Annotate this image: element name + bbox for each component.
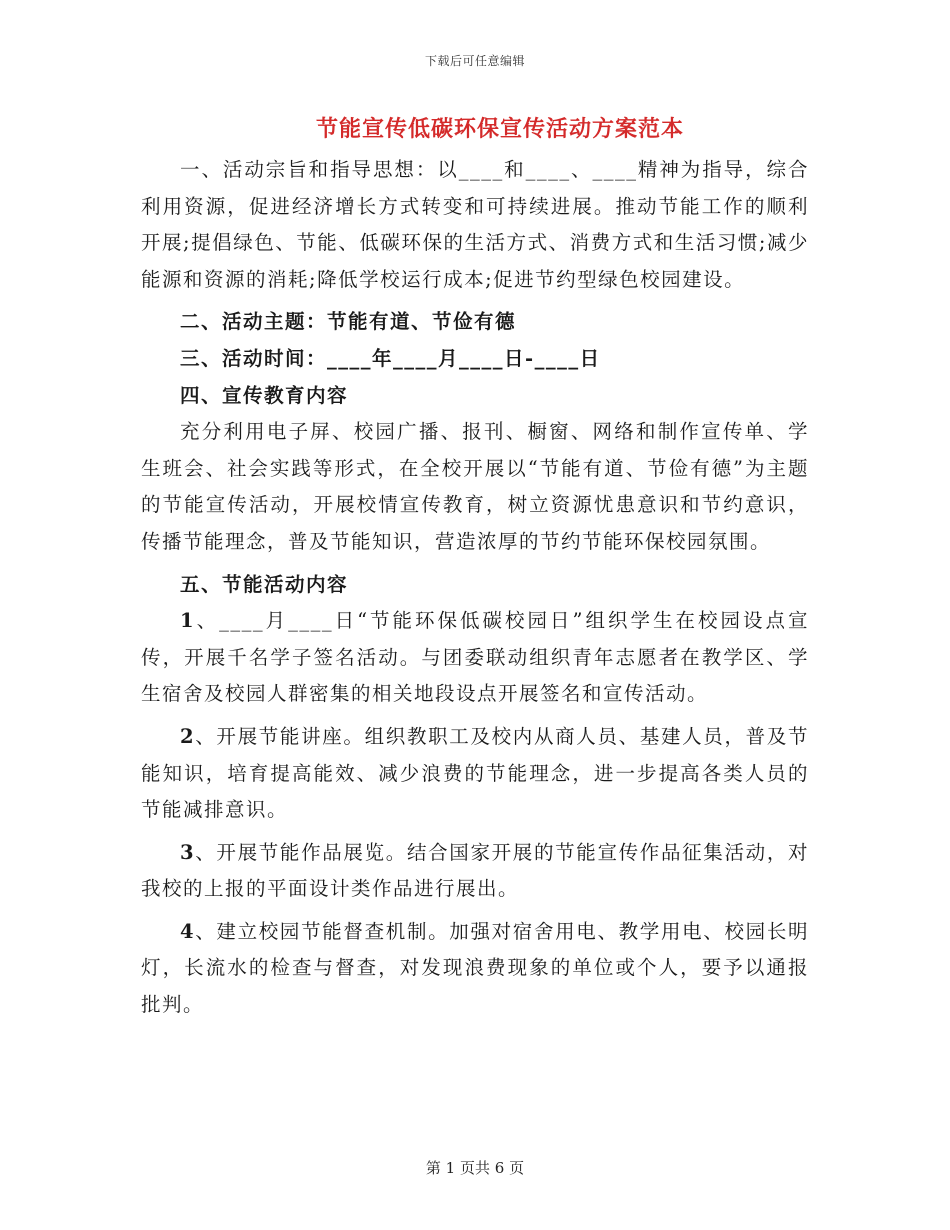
activity-item-3 <box>141 835 809 908</box>
activity-item-4 <box>141 914 809 1024</box>
activity-item-1 <box>141 603 809 713</box>
section-3-time: 三、活动时间：____年____月____日-____日 <box>180 346 601 370</box>
item-number: 4 <box>180 919 196 943</box>
item-text: 、开展节能讲座。组织教职工及校内从商人员、基建人员，普及节能知识，培育提高能效、减少浪费的节能理念，进一步提高各类人员的节能减排意识。 <box>141 724 809 822</box>
item-text: 、开展节能作品展览。结合国家开展的节能宣传作品征集活动，对我校的上报的平面设计类作品进行展出。 <box>141 840 809 901</box>
page-number: 第 1 页共 6 页 <box>425 1159 525 1177</box>
item-number: 3 <box>180 840 196 864</box>
page-header-note: 下载后可任意编辑 <box>424 54 525 68</box>
document-title: 节能宣传低碳环保宣传活动方案范本 <box>315 116 684 142</box>
item-number: 1 <box>180 609 196 633</box>
activity-item-2 <box>141 719 809 829</box>
section-1-paragraph: 一、活动宗旨和指导思想：以____和____、____精神为指导，综合利用资源，促进经济增长方式转变和可持续进展。推动节能工作的顺利开展;提倡绿色、节能、低碳环保的生活方式、消费方式和生活习惯;减少能源和资源的消耗;降低学校运行成本;促进节约型绿色校园建设。 <box>141 158 809 291</box>
item-text: 、建立校园节能督查机制。加强对宿舍用电、教学用电、校园长明灯，长流水的检查与督查，对发现浪费现象的单位或个人，要予以通报批判。 <box>141 919 809 1017</box>
item-text: 、____月____日“节能环保低碳校园日”组织学生在校园设点宣传，开展千名学子签名活动。与团委联动组织青年志愿者在教学区、学生宿舍及校园人群密集的相关地段设点开展签名和宣传活动。 <box>141 609 809 706</box>
section-5-heading: 五、节能活动内容 <box>180 572 349 596</box>
section-4-heading: 四、宣传教育内容 <box>180 383 349 407</box>
document-body <box>141 152 809 1024</box>
section-2-theme: 二、活动主题：节能有道、节俭有德 <box>180 310 517 334</box>
item-number: 2 <box>180 724 196 748</box>
section-4-paragraph: 充分利用电子屏、校园广播、报刊、橱窗、网络和制作宣传单、学生班会、社会实践等形式，在全校开展以“节能有道、节俭有德”为主题的节能宣传活动，开展校情宣传教育，树立资源忧患意识和节约意识，传播节能理念，普及节能知识，营造浓厚的节约节能环保校园氛围。 <box>141 420 809 553</box>
